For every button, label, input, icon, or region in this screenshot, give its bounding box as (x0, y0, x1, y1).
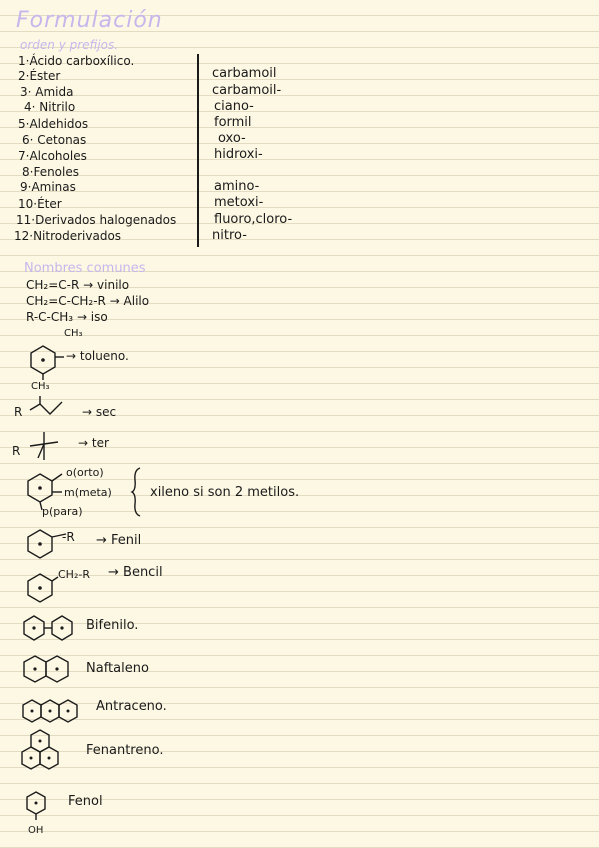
formula-alilo (26, 294, 149, 308)
bencil-r: CH₂-R (58, 568, 90, 581)
list-item: 8·Fenoles (22, 165, 79, 179)
xylene-note: xileno si son 2 metilos. (150, 485, 300, 500)
list-item: 3· Amida (20, 85, 74, 99)
list-item: 1·Ácido carboxílico. (18, 54, 135, 68)
xylene-para: p(para) (42, 505, 83, 518)
list-item: 7·Alcoholes (18, 149, 87, 163)
page-title: Formulación (16, 8, 163, 33)
ter-r: R (12, 444, 21, 458)
list-item: metoxi- (214, 195, 264, 210)
formula-sub: CH₃ (64, 328, 83, 339)
brace (130, 466, 144, 518)
formula-vinilo (26, 278, 129, 292)
ter-name: → ter (78, 436, 109, 450)
sec-structure (26, 394, 74, 420)
bifenilo-name: Bifenilo. (86, 618, 139, 633)
xylene-ortho: o(orto) (66, 466, 104, 479)
formula: R-C-CH₃ (26, 310, 74, 324)
xylene-structure (26, 470, 66, 510)
antraceno-name: Antraceno. (96, 699, 167, 714)
ter-structure (26, 428, 70, 464)
list-item: 2·Éster (18, 69, 61, 83)
list-item: 10·Éter (18, 197, 62, 211)
list-item: ciano- (214, 99, 254, 114)
fenantreno-structure (14, 728, 74, 778)
formula-name: → vinilo (83, 278, 130, 292)
fenol-name: Fenol (68, 794, 103, 809)
list-item: 6· Cetonas (22, 133, 87, 147)
fenol-structure (24, 790, 48, 824)
list-item: formil (214, 115, 252, 130)
list-item: 4· Nitrilo (24, 100, 76, 114)
fenil-r: -R (62, 530, 75, 544)
formula-name: → Alilo (109, 294, 150, 308)
toluene-structure (28, 344, 58, 378)
antraceno-structure (22, 698, 86, 730)
formula: CH₂=C-CH₂-R (26, 294, 106, 308)
list-item: 5·Aldehidos (18, 117, 89, 131)
toluene-name: → tolueno. (66, 349, 129, 363)
list-item: carbamoil- (212, 83, 282, 98)
xylene-meta: m(meta) (64, 486, 112, 499)
column-divider (197, 54, 199, 247)
naftaleno-name: Naftaleno (86, 661, 149, 676)
page-subtitle: orden y prefijos. (20, 38, 119, 52)
sec-r: R (14, 405, 23, 419)
fenantreno-name: Fenantreno. (86, 743, 164, 758)
list-item: carbamoil (212, 66, 277, 81)
list-item: 12·Nitroderivados (14, 229, 122, 243)
bifenilo-structure (22, 614, 78, 644)
sec-name: → sec (82, 405, 117, 419)
naftaleno-structure (22, 654, 74, 688)
list-item: fluoro,cloro- (214, 212, 293, 227)
bencil-name: → Bencil (108, 565, 163, 580)
section-title: Nombres comunes (24, 261, 146, 276)
list-item: 11·Derivados halogenados (16, 213, 177, 227)
list-item: 9·Aminas (20, 180, 76, 194)
list-item: oxo- (218, 131, 246, 146)
list-item: amino- (214, 179, 260, 194)
formula-iso (26, 310, 108, 324)
list-item: nitro- (212, 228, 247, 243)
fenil-name: → Fenil (96, 533, 142, 548)
fenol-sub: OH (28, 825, 44, 836)
formula: CH₂=C-R (26, 278, 80, 292)
toluene-sub: CH₃ (31, 381, 50, 392)
list-item: hidroxi- (214, 147, 263, 162)
formula-name: → iso (76, 310, 108, 324)
